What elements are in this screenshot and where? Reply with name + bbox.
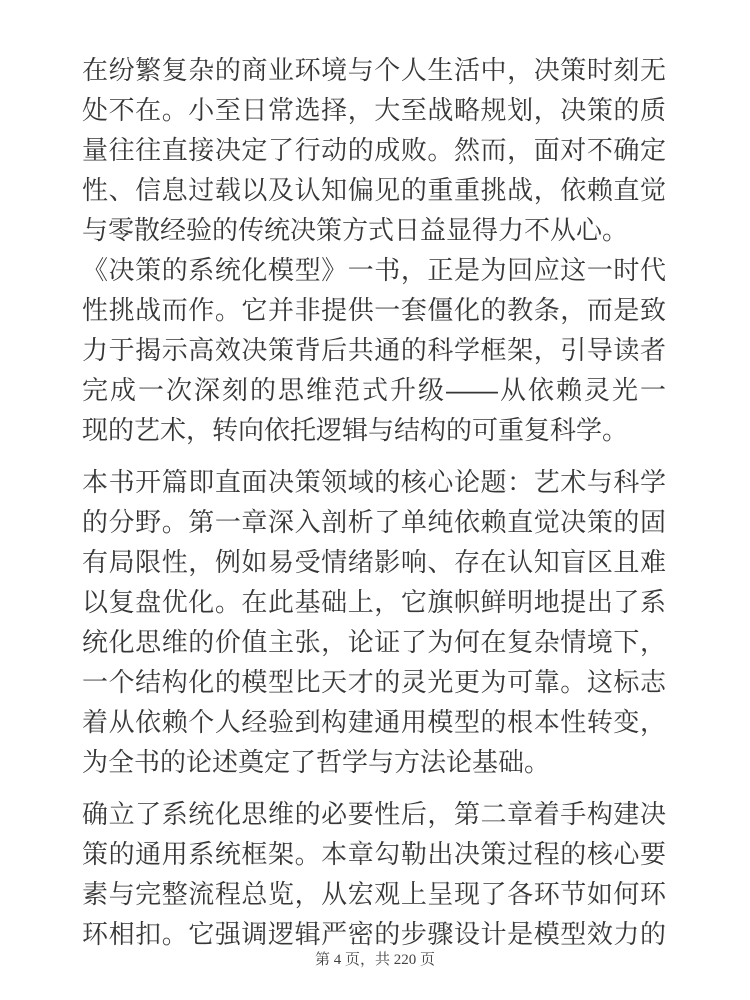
text-line: 以复盘优化。在此基础上，它旗帜鲜明地提出了系 (82, 587, 666, 617)
text-line: 本书开篇即直面决策领域的核心论题：艺术与科学 (82, 467, 666, 497)
text-line: 力于揭示高效决策背后共通的科学框架，引导读者 (82, 335, 666, 365)
page-footer (0, 950, 750, 970)
text-line: 统化思维的价值主张，论证了为何在复杂情境下， (82, 627, 666, 657)
text-line: 在纷繁复杂的商业环境与个人生活中，决策时刻无 (82, 55, 666, 85)
text-line: 环相扣。它强调逻辑严密的步骤设计是模型效力的 (82, 919, 666, 949)
paragraph (82, 50, 666, 250)
text-line: 性挑战而作。它并非提供一套僵化的教条，而是致 (82, 295, 666, 325)
text-line: 着从依赖个人经验到构建通用模型的根本性转变， (82, 707, 666, 737)
text-line: 为全书的论述奠定了哲学与方法论基础。 (82, 747, 551, 777)
text-line: 确立了系统化思维的必要性后，第二章着手构建决 (82, 799, 666, 829)
paragraph (82, 250, 666, 450)
paragraph (82, 794, 666, 954)
text-line: 完成一次深刻的思维范式升级——从依赖灵光一 (82, 375, 666, 405)
text-line: 与零散经验的传统决策方式日益显得力不从心。 (82, 215, 629, 245)
text-line: 素与完整流程总览，从宏观上呈现了各环节如何环 (82, 879, 666, 909)
text-line: 有局限性，例如易受情绪影响、存在认知盲区且难 (82, 547, 666, 577)
text-line: 现的艺术，转向依托逻辑与结构的可重复科学。 (82, 415, 629, 445)
text-line: 处不在。小至日常选择，大至战略规划，决策的质 (82, 95, 666, 125)
page-number-text: 第 4 页，共 220 页 (314, 952, 435, 968)
text-line: 量往往直接决定了行动的成败。然而，面对不确定 (82, 135, 666, 165)
text-line: 策的通用系统框架。本章勾勒出决策过程的核心要 (82, 839, 666, 869)
text-line: 一个结构化的模型比天才的灵光更为可靠。这标志 (82, 667, 666, 697)
text-line: 性、信息过载以及认知偏见的重重挑战，依赖直觉 (82, 175, 666, 205)
document-body (82, 50, 666, 954)
paragraph (82, 462, 666, 782)
text-line: 《决策的系统化模型》一书，正是为回应这一时代 (82, 255, 666, 285)
text-line: 的分野。第一章深入剖析了单纯依赖直觉决策的固 (82, 507, 666, 537)
